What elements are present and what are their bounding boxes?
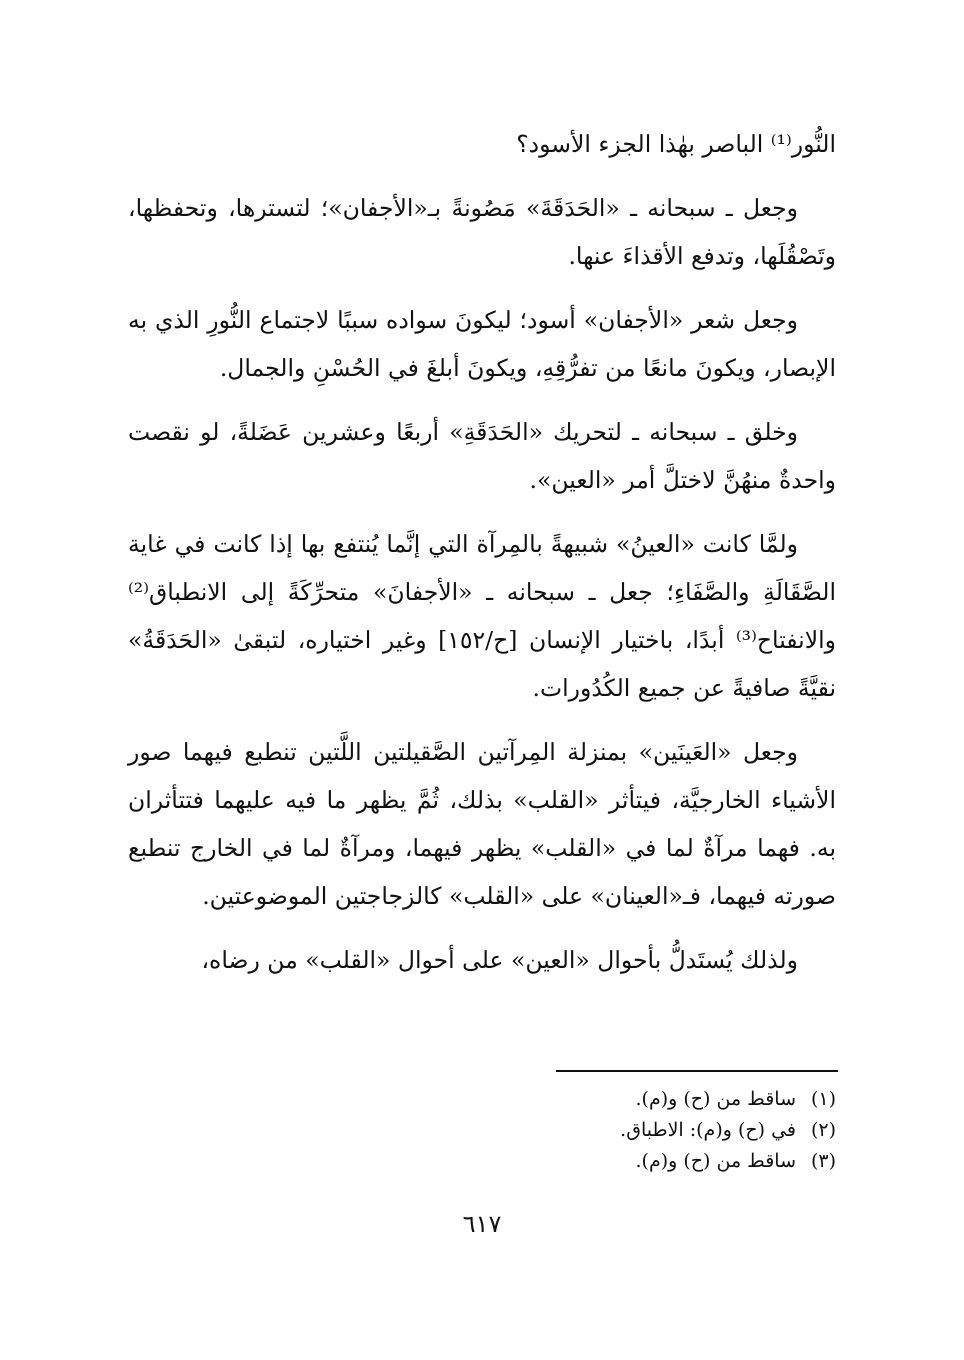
footnote-number: (٢) bbox=[810, 1119, 836, 1141]
paragraph: وجعل شعر «الأجفان» أسود؛ ليكونَ سواده سببًا لاجتماع النُّورِ الذي به الإبصار، ويكونَ مانعًا من تفرُّقِهِ، ويكونَ أبلغَ في الحُسْنِ والجمال. bbox=[128, 306, 836, 382]
footnote-text: ساقط من (ح) و(م). bbox=[635, 1088, 796, 1110]
footnote-divider bbox=[556, 1070, 838, 1072]
footnotes bbox=[536, 1084, 836, 1177]
page-number: ٦١٧ bbox=[462, 1210, 502, 1238]
paragraph: وخلق ـ سبحانه ـ لتحريك «الحَدَقَةِ» أربعًا وعشرين عَضَلةً، لو نقصت واحدةٌ منهُنَّ لاختلَّ أمر «العين». bbox=[128, 418, 836, 494]
paragraph: وجعل ـ سبحانه ـ «الحَدَقَةَ» مَصُونةً بـ«الأجفان»؛ لتسترها، وتحفظها، وتَصْقُلَها، وتدفع الأقذاءَ عنها. bbox=[128, 194, 836, 270]
paragraph: ولذلك يُستَدلُّ بأحوال «العين» على أحوال «القلب» من رضاه، bbox=[201, 946, 798, 974]
footnote-text: ساقط من (ح) و(م). bbox=[635, 1150, 796, 1172]
footnote-number: (٣) bbox=[810, 1150, 836, 1172]
footnote bbox=[536, 1084, 836, 1115]
paragraph: ولمَّا كانت «العينُ» شبيهةً بالمِرآة التي إنَّما يُنتفع بها إذا كانت في غاية الصَّقَالَةِ والصَّفَاءِ؛ جعل ـ سبحانه ـ «الأجفانَ» متحرِّكَةً إلى الانطباق⁽²⁾ والانفتاح⁽³⁾ أبدًا، باختيار الإنسان [ح/١٥٢] وغير اختياره، لتبقىٰ «الحَدَقَةُ» نقيَّةً صافيةً عن جميع الكُدُورات. bbox=[128, 530, 836, 702]
paragraph: وجعل «العَينَين» بمنزلة المِرآتين الصَّقيلتين اللَّتين تنطبع فيهما صور الأشياء الخارجيَّة، فيتأثر «القلب» بذلك، ثُمَّ يظهر ما فيه عليهما فتتأثران به. فهما مرآةٌ لما في «القلب» يظهر فيهما، ومرآةٌ لما في الخارج تنطبع صورته فيهما، فـ«العينان» على «القلب» كالزجاجتين الموضوعتين. bbox=[128, 738, 836, 910]
paragraph: النُّور⁽¹⁾ الباصر بهٰذا الجزء الأسود؟ bbox=[516, 130, 836, 158]
main-text bbox=[128, 120, 836, 1000]
footnote bbox=[536, 1146, 836, 1177]
footnote-number: (١) bbox=[810, 1088, 836, 1110]
footnote-text: في (ح) و(م): الاطباق. bbox=[620, 1119, 796, 1141]
footnote bbox=[536, 1115, 836, 1146]
